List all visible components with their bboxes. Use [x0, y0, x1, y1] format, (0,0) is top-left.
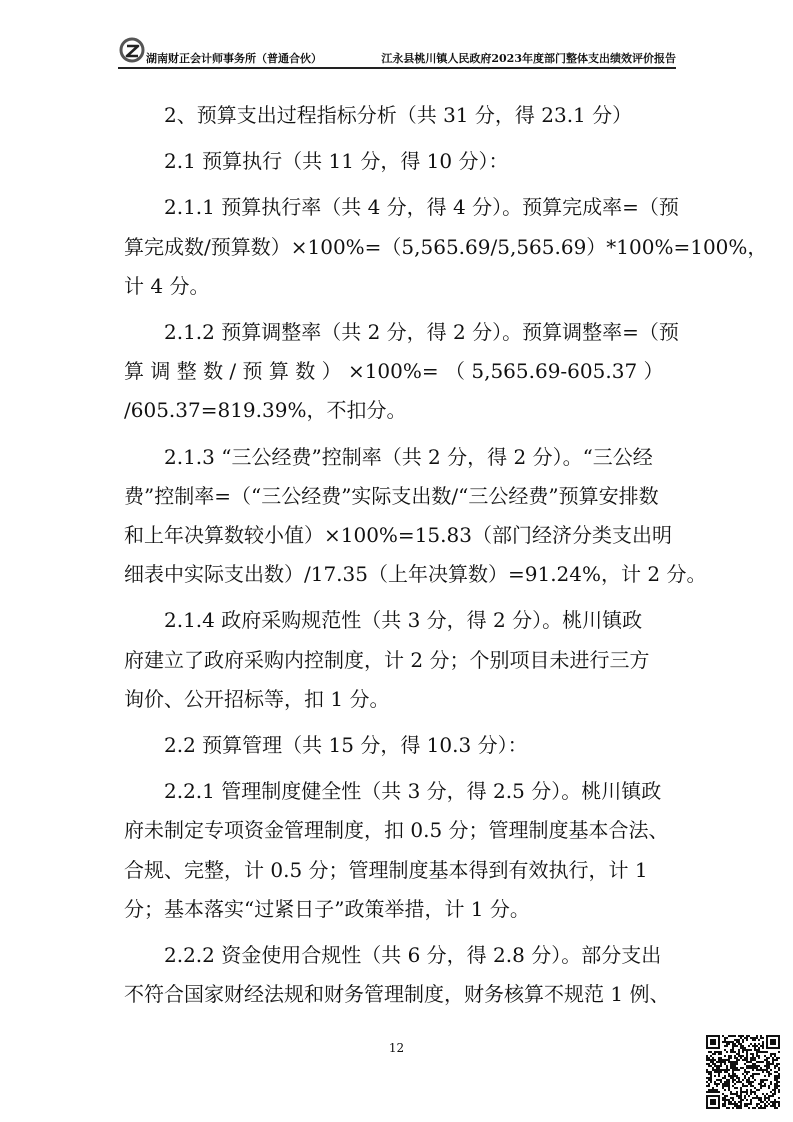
header-divider — [118, 67, 676, 69]
text-line: 2.2.1 管理制度健全性（共 3 分，得 2.5 分）。桃川镇政 — [164, 779, 662, 804]
paragraph — [124, 313, 679, 431]
text-line: 2.1 预算执行（共 11 分，得 10 分）： — [164, 149, 509, 174]
text-line: 计 4 分。 — [124, 273, 210, 298]
text-line: 算 调 整 数 / 预 算 数 ） ×100%= （ 5,565.69-605.37 ） — [124, 359, 664, 384]
text-line: 分；基本落实“过紧日子”政策举措，计 1 分。 — [124, 896, 530, 921]
document-body — [124, 96, 768, 1021]
paragraph — [124, 188, 768, 306]
text-line: 询价、公开招标等，扣 1 分。 — [124, 686, 390, 711]
paragraph — [124, 142, 671, 181]
text-line: 府未制定专项资金管理制度，扣 0.5 分；管理制度基本合法、 — [124, 818, 669, 843]
firm-logo-icon — [118, 36, 146, 64]
text-line: 2.2.2 资金使用合规性（共 6 分，得 2.8 分）。部分支出 — [164, 943, 662, 968]
text-line: 2、预算支出过程指标分析（共 31 分，得 23.1 分） — [164, 103, 633, 127]
text-line: 和上年决算数较小值）×100%=15.83（部门经济分类支出明 — [124, 523, 672, 548]
paragraph — [124, 772, 671, 929]
paragraph — [124, 96, 671, 135]
paragraph — [124, 936, 671, 1014]
text-line: 细表中实际支出数）/17.35（上年决算数）=91.24%，计 2 分。 — [124, 562, 707, 587]
text-line: 算完成数/预算数）×100%=（5,565.69/5,565.69）*100%=100%， — [124, 234, 768, 259]
paragraph — [124, 438, 707, 595]
text-line: 不符合国家财经法规和财务管理制度，财务核算不规范 1 例、 — [124, 982, 670, 1007]
firm-name: 湖南财正会计师事务所（普通合伙） — [146, 52, 322, 65]
text-line: 费”控制率=（“三公经费”实际支出数/“三公经费”预算安排数 — [124, 483, 659, 508]
page-header — [118, 36, 676, 70]
qr-code-icon — [706, 1035, 780, 1109]
text-line: 2.1.2 预算调整率（共 2 分，得 2 分）。预算调整率=（预 — [164, 320, 679, 345]
page-number: 12 — [388, 1041, 405, 1055]
paragraph — [124, 601, 671, 719]
text-line: 2.1.1 预算执行率（共 4 分，得 4 分）。预算完成率=（预 — [164, 195, 679, 220]
paragraph — [124, 726, 671, 765]
text-line: 府建立了政府采购内控制度，计 2 分；个别项目未进行三方 — [124, 647, 650, 672]
text-line: /605.37=819.39%，不扣分。 — [124, 398, 407, 423]
text-line: 2.1.4 政府采购规范性（共 3 分，得 2 分）。桃川镇政 — [164, 608, 643, 633]
text-line: 2.2 预算管理（共 15 分，得 10.3 分）： — [164, 733, 528, 758]
report-title: 江永县桃川镇人民政府2023年度部门整体支出绩效评价报告 — [381, 52, 676, 65]
text-line: 2.1.3 “三公经费”控制率（共 2 分，得 2 分）。“三公经 — [164, 444, 653, 469]
text-line: 合规、完整，计 0.5 分；管理制度基本得到有效执行，计 1 — [124, 857, 648, 882]
